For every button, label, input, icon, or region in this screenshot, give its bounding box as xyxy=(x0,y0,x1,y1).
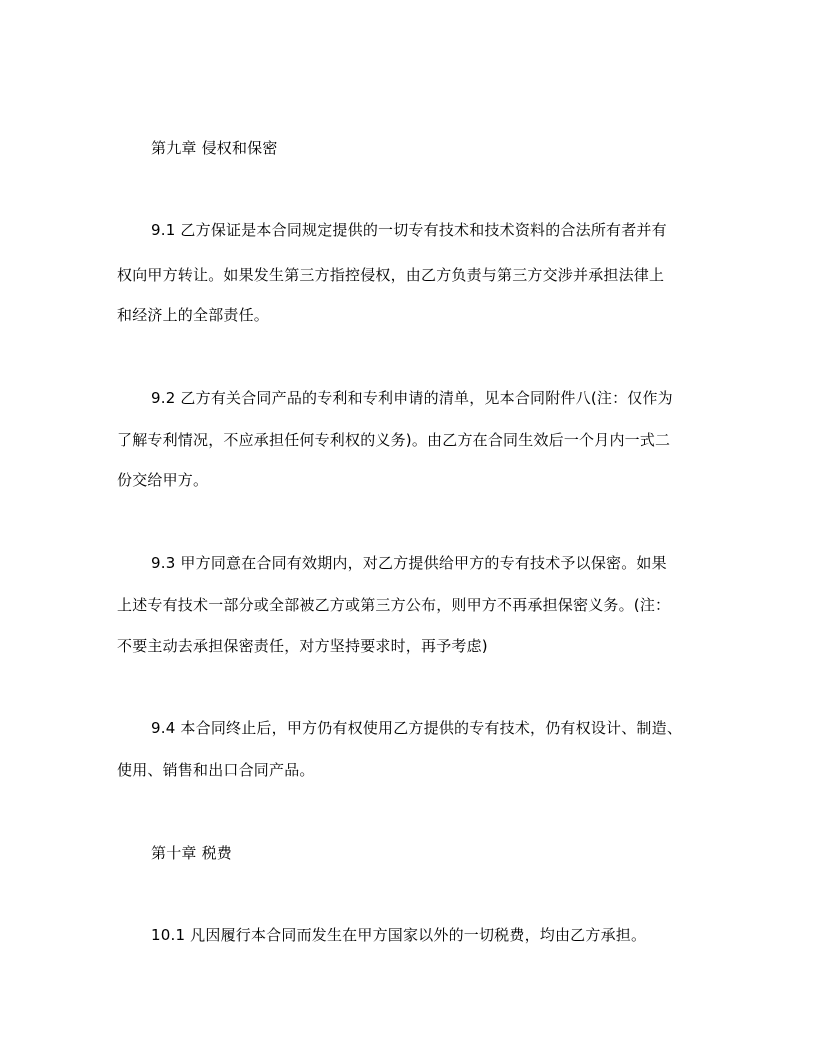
chapter10-heading: 第十章 税费 xyxy=(151,844,232,862)
clause-10-1-line-1: 10.1 凡因履行本合同而发生在甲方国家以外的一切税费，均由乙方承担。 xyxy=(151,926,647,944)
clause-9-4-line-2: 使用、销售和出口合同产品。 xyxy=(117,761,315,779)
clause-9-1-line-2: 权向甲方转让。如果发生第三方指控侵权，由乙方负责与第三方交涉并承担法律上 xyxy=(117,266,665,284)
clause-9-2-line-1: 9.2 乙方有关合同产品的专利和专利申请的清单，见本合同附件八(注：仅作为 xyxy=(151,389,673,407)
clause-9-1-line-1: 9.1 乙方保证是本合同规定提供的一切专有技术和技术资料的合法所有者并有 xyxy=(151,221,667,239)
chapter9-heading: 第九章 侵权和保密 xyxy=(151,139,278,157)
clause-9-2-line-3: 份交给甲方。 xyxy=(117,471,209,489)
clause-9-2-line-2: 了解专利情况，不应承担任何专利权的义务)。由乙方在合同生效后一个月内一式二 xyxy=(117,431,671,449)
clause-9-3-line-1: 9.3 甲方同意在合同有效期内，对乙方提供给甲方的专有技术予以保密。如果 xyxy=(151,554,667,572)
clause-9-1-line-3: 和经济上的全部责任。 xyxy=(117,306,270,324)
clause-9-4-line-1: 9.4 本合同终止后，甲方仍有权使用乙方提供的专有技术，仍有权设计、制造、 xyxy=(151,719,683,737)
clause-9-3-line-2: 上述专有技术一部分或全部被乙方或第三方公布，则甲方不再承担保密义务。(注： xyxy=(117,596,671,614)
clause-9-3-line-3: 不要主动去承担保密责任，对方坚持要求时，再予考虑) xyxy=(117,637,488,655)
